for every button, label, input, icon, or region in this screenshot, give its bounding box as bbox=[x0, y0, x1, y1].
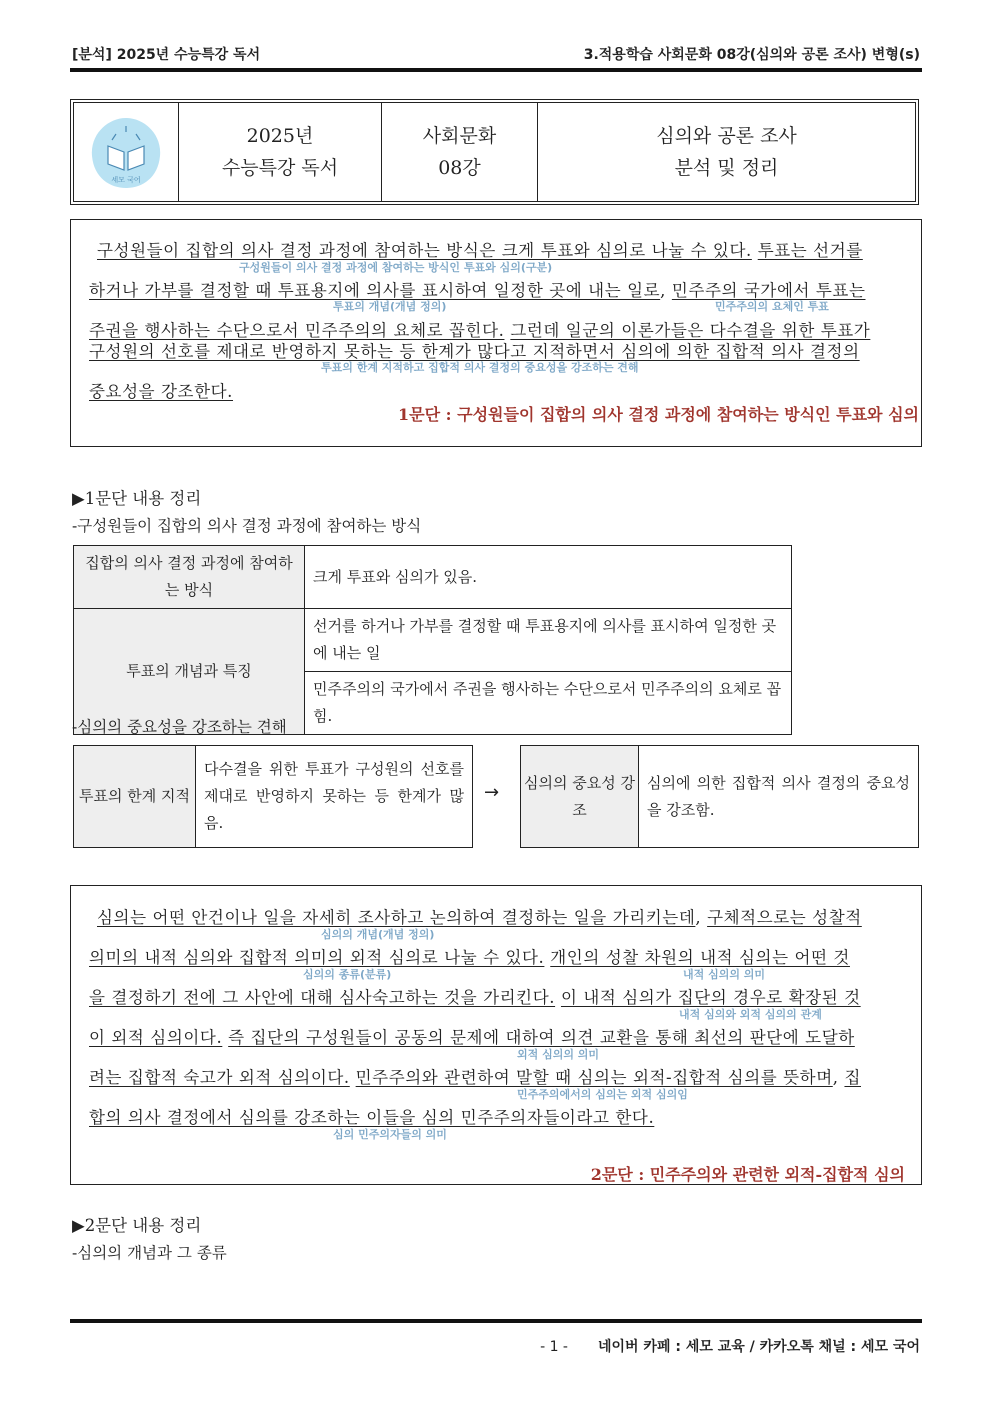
para2-line-3: 을 결정하기 전에 그 사안에 대해 심사숙고하는 것을 가리킨다. 이 내적 심의가 집단의 경우로 확장된 것 bbox=[89, 988, 861, 1007]
para2-note-3: 내적 심의의 의미 bbox=[683, 968, 766, 981]
para1-line-4: 구성원의 선호를 제대로 반영하지 못하는 등 한계가 많다고 지적하면서 심의에 의한 집합적 의사 결정의 bbox=[89, 342, 860, 361]
para2-note-2: 심의의 종류(분류) bbox=[303, 968, 392, 981]
para2-note-4: 내적 심의와 외적 심의의 관계 bbox=[679, 1008, 822, 1021]
deliberation-importance-text: 심의에 의한 집합적 의사 결정의 중요성을 강조함. bbox=[647, 773, 910, 819]
para1-note-2: 투표의 개념(개념 정의) bbox=[333, 300, 447, 313]
title-box bbox=[70, 99, 919, 205]
para1-summary: 1문단 : 구성원들이 집합의 의사 결정 과정에 참여하는 방식인 투표와 심의 bbox=[398, 405, 919, 424]
flow-arrow: → bbox=[484, 782, 500, 803]
title-col-1-line-1: 2025년 bbox=[246, 125, 314, 147]
title-col-3-line-1: 심의와 공론 조사 bbox=[656, 125, 797, 147]
section1-heading: ▶1문단 내용 정리 bbox=[72, 489, 202, 508]
para1-note-3: 민주주의의 요체인 투표 bbox=[715, 300, 829, 313]
footer-rule bbox=[70, 1319, 922, 1323]
para1-line-2: 하거나 가부를 결정할 때 투표용지에 의사를 표시하여 일정한 곳에 내는 일로, 민주주의 국가에서 투표는 bbox=[89, 281, 866, 300]
voting-limit-box bbox=[73, 745, 473, 848]
page-number: - 1 - bbox=[540, 1339, 568, 1355]
footer bbox=[540, 1336, 920, 1356]
title-col-2-line-2: 08강 bbox=[438, 157, 481, 179]
section2-heading: ▶2문단 내용 정리 bbox=[72, 1216, 202, 1235]
title-col-1-line-2: 수능특강 독서 bbox=[221, 157, 339, 179]
logo-text: 세모 국어 bbox=[111, 176, 141, 184]
voting-limit-text: 다수결을 위한 투표가 구성원의 선호를 제대로 반영하지 못하는 등 한계가 많음. bbox=[204, 760, 464, 832]
voting-table bbox=[73, 545, 792, 735]
para1-line-5: 중요성을 강조한다. bbox=[89, 382, 234, 401]
book-logo-icon bbox=[86, 112, 166, 192]
deliberation-importance-label: 심의의 중요성 강조 bbox=[521, 746, 639, 847]
logo-cell bbox=[74, 103, 179, 201]
para2-note-1: 심의의 개념(개념 정의) bbox=[321, 928, 435, 941]
footer-text: 네이버 카페 : 세모 교육 / 카카오톡 채널 : 세모 국어 bbox=[597, 1339, 920, 1355]
table-row2-value-a: 선거를 하거나 가부를 결정할 때 투표용지에 의사를 표시하여 일정한 곳에 내는 일 bbox=[305, 609, 792, 672]
title-col-2 bbox=[382, 103, 538, 201]
table-row1-head: 집합의 의사 결정 과정에 참여하는 방식 bbox=[74, 546, 305, 609]
section2-sub1: -심의의 개념과 그 종류 bbox=[72, 1244, 227, 1262]
header-right: 3.적용학습 사회문화 08강(심의와 공론 조사) 변형(s) bbox=[583, 47, 920, 63]
section1-sub2: -심의의 중요성을 강조하는 견해 bbox=[72, 718, 287, 736]
table-row2-head: 투표의 개념과 특징 bbox=[74, 609, 305, 735]
header-left: [분석] 2025년 수능특강 독서 bbox=[72, 47, 261, 63]
title-col-2-line-1: 사회문화 bbox=[422, 125, 497, 147]
table-row1-value: 크게 투표와 심의가 있음. bbox=[305, 546, 792, 609]
para2-line-1: 심의는 어떤 안건이나 일을 자세히 조사하고 논의하여 결정하는 일을 가리키는데, 구체적으로는 성찰적 bbox=[97, 908, 862, 927]
para2-note-7: 심의 민주의자들의 의미 bbox=[333, 1128, 447, 1141]
para2-note-5: 외적 심의의 의미 bbox=[517, 1048, 600, 1061]
para2-line-2: 의미의 내적 심의와 집합적 의미의 외적 심의로 나눌 수 있다. 개인의 성찰 차원의 내적 심의는 어떤 것 bbox=[89, 948, 850, 967]
section1-sub1: -구성원들이 집합의 의사 결정 과정에 참여하는 방식 bbox=[72, 517, 422, 535]
deliberation-importance-box bbox=[520, 745, 919, 848]
para1-line-3: 주권을 행사하는 수단으로서 민주주의의 요체로 꼽힌다. 그런데 일군의 이론가들은 다수결을 위한 투표가 bbox=[89, 321, 871, 340]
para1-line-1: 구성원들이 집합의 의사 결정 과정에 참여하는 방식은 크게 투표와 심의로 나눌 수 있다. 투표는 선거를 bbox=[97, 241, 863, 260]
table-row2-value-b: 민주주의의 국가에서 주권을 행사하는 수단으로서 민주주의의 요체로 꼽힘. bbox=[305, 672, 792, 735]
para2-line-6: 합의 의사 결정에서 심의를 강조하는 이들을 심의 민주주의자들이라고 한다. bbox=[89, 1108, 655, 1127]
para2-line-5: 려는 집합적 숙고가 외적 심의이다. 민주주의와 관련하여 말할 때 심의는 외적-집합적 심의를 뜻하며, 집 bbox=[89, 1068, 861, 1087]
para2-line-4: 이 외적 심의이다. 즉 집단의 구성원들이 공동의 문제에 대하여 의견 교환을 통해 최선의 판단에 도달하 bbox=[89, 1028, 855, 1047]
title-col-1 bbox=[179, 103, 382, 201]
paragraph-1-box bbox=[70, 219, 922, 447]
title-col-3 bbox=[538, 103, 915, 201]
paragraph-2-box bbox=[70, 885, 922, 1185]
para1-note-4: 투표의 한계 지적하고 집합적 의사 결정의 중요성을 강조하는 견해 bbox=[321, 361, 639, 374]
header-rule bbox=[70, 68, 922, 72]
voting-limit-label: 투표의 한계 지적 bbox=[74, 746, 196, 847]
title-col-3-line-2: 분석 및 정리 bbox=[674, 157, 779, 179]
para2-note-6: 민주주의에서의 심의는 외적 심의임 bbox=[517, 1088, 688, 1101]
para1-note-1: 구성원들이 의사 결정 과정에 참여하는 방식인 투표와 심의(구분) bbox=[239, 261, 553, 274]
para2-summary: 2문단 : 민주주의와 관련한 외적-집합적 심의 bbox=[590, 1165, 905, 1184]
